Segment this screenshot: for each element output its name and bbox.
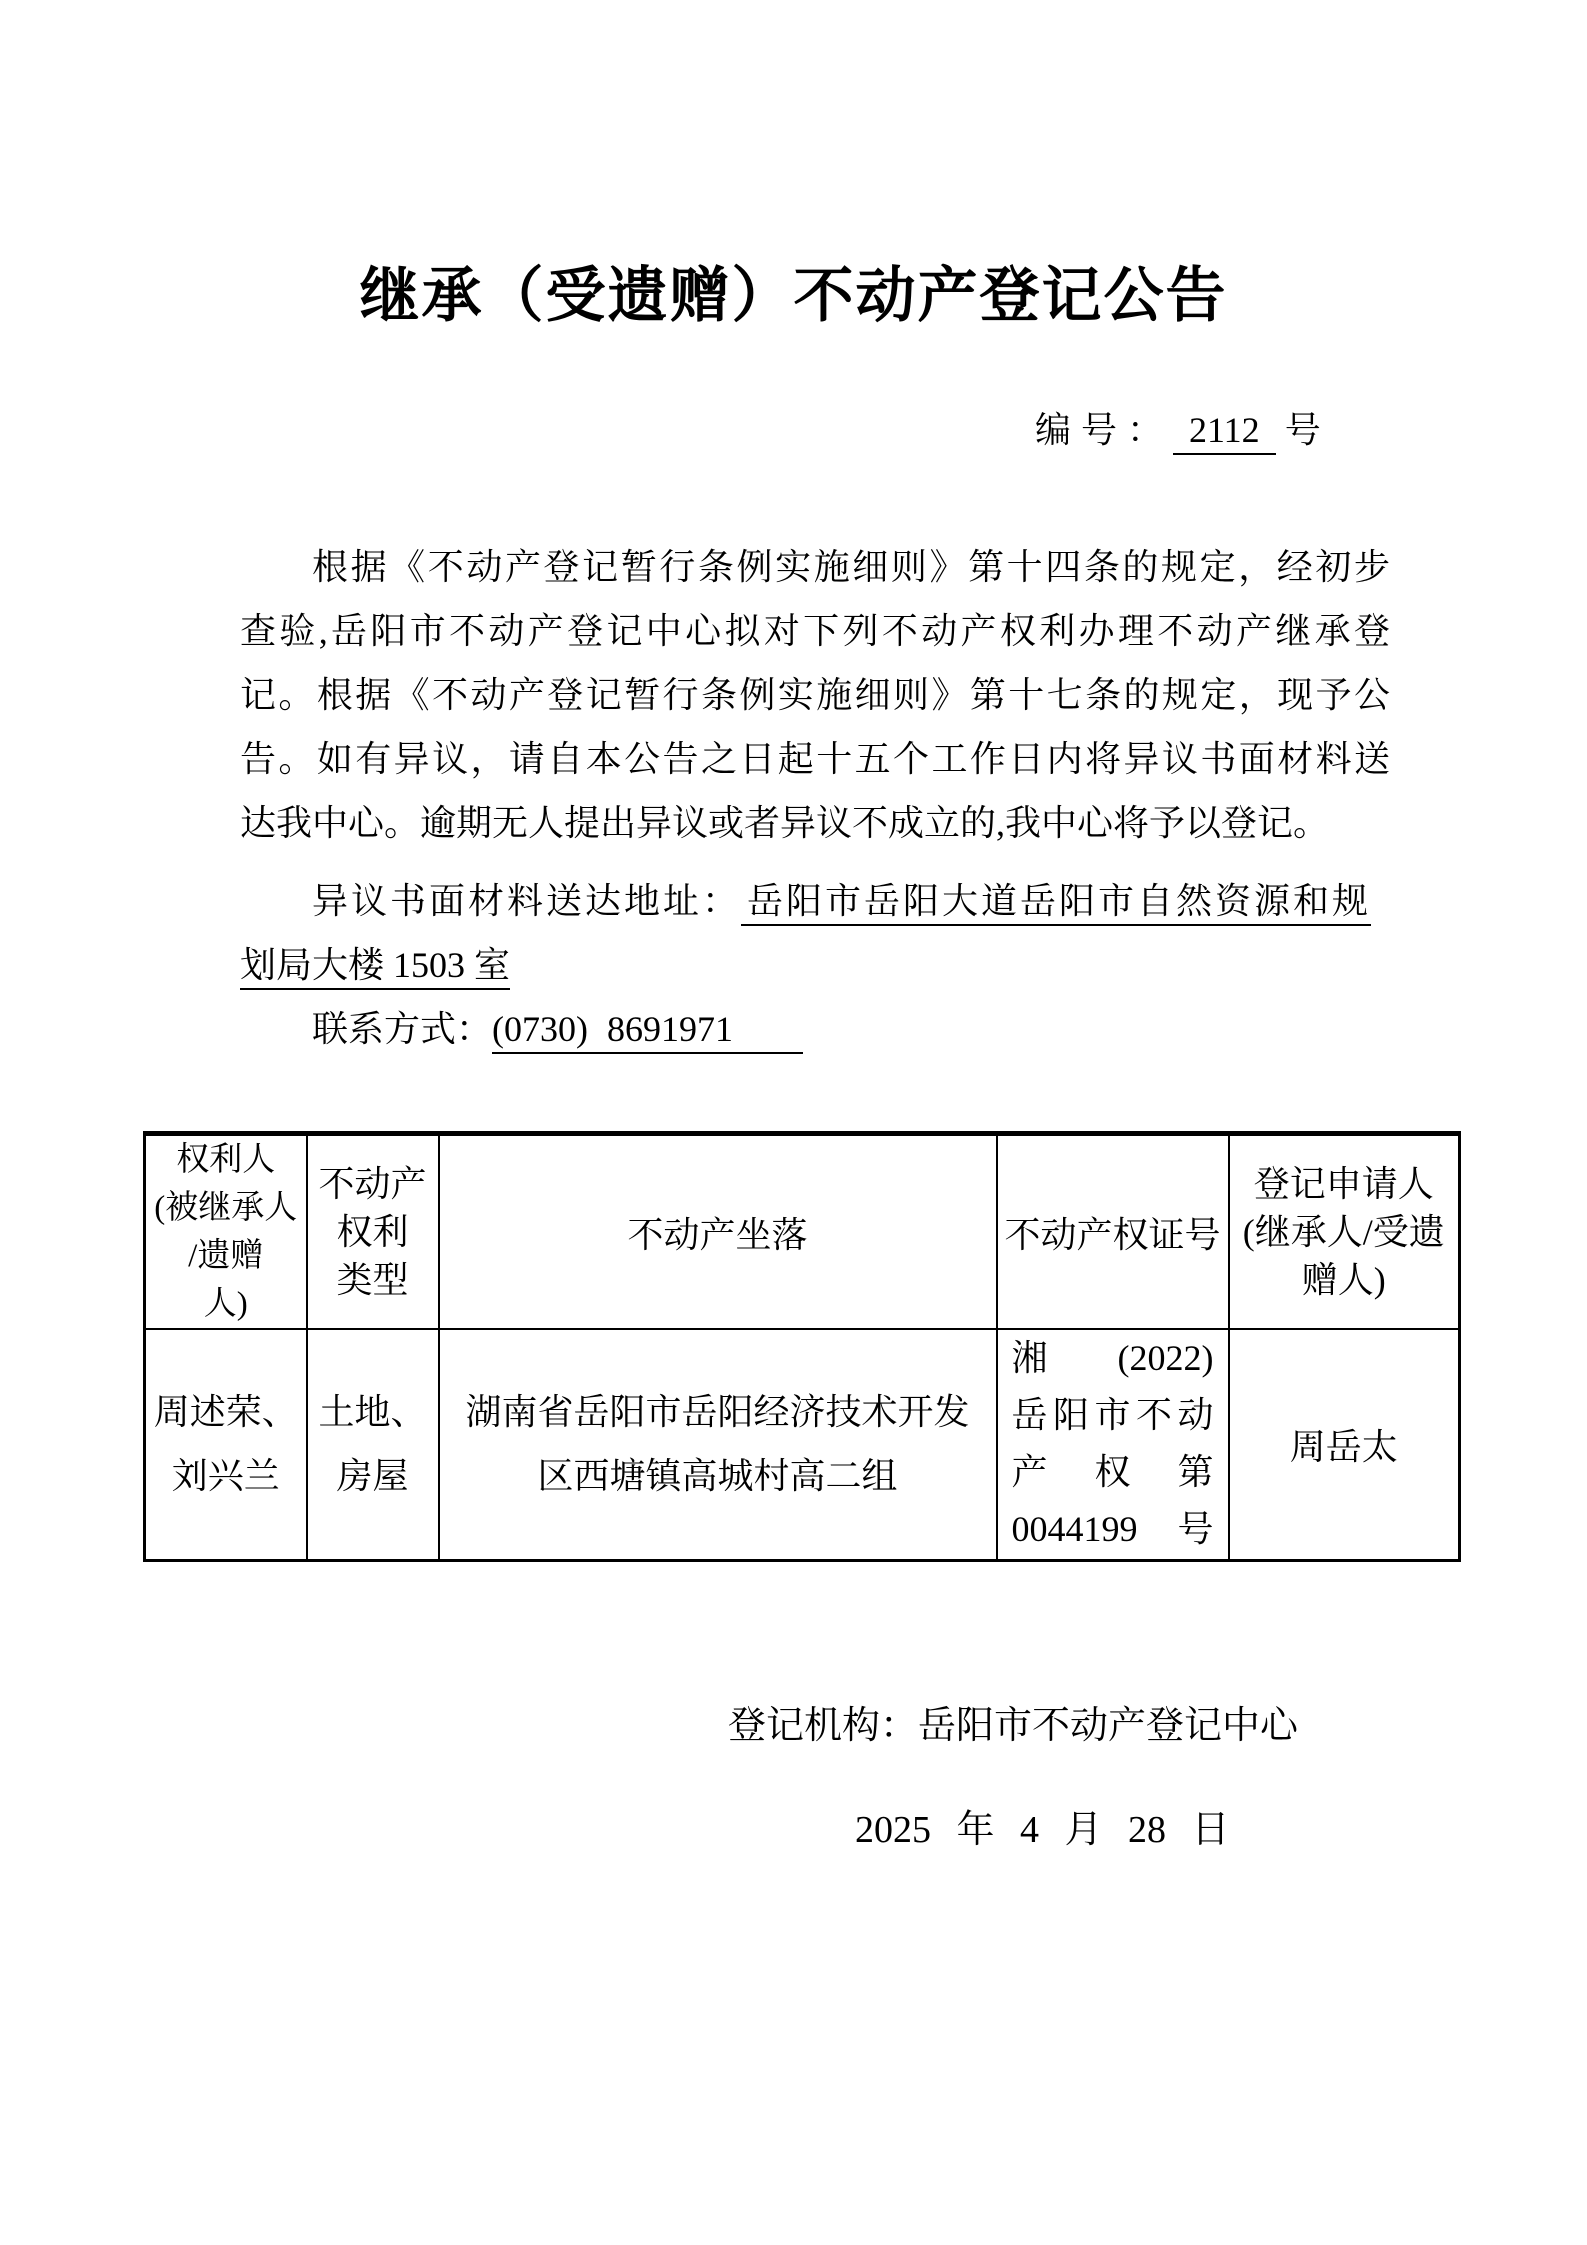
- cell-location: 湖南省岳阳市岳阳经济技术开发 区西塘镇高城村高二组: [439, 1329, 997, 1560]
- address-value-part2: 划局大楼 1503 室: [240, 945, 510, 990]
- address-line-2: [240, 933, 1390, 997]
- header-applicant: 登记申请人 (继承人/受遗 赠人): [1229, 1134, 1460, 1330]
- contact-value: (0730) 8691971: [492, 1009, 803, 1054]
- body-line-1: 根据《不动产登记暂行条例实施细则》第十四条的规定，经初步: [312, 547, 1390, 587]
- announcement-date: 2025 年 4 月 28 日: [855, 1809, 1230, 1851]
- table-header-row: [145, 1134, 1460, 1330]
- doc-number-label: 编号：: [1035, 410, 1174, 450]
- cell-owner: 周述荣、 刘兴兰: [145, 1329, 307, 1560]
- page-title: 继承（受遗赠）不动产登记公告: [359, 262, 1228, 329]
- cell-right-type: 土地、 房屋: [307, 1329, 439, 1560]
- contact-label: 联系方式：: [312, 1009, 493, 1049]
- address-label: 异议书面材料送达地址：: [312, 881, 742, 921]
- contact-line: [240, 997, 1390, 1061]
- body-line-3: 记。根据《不动产登记暂行条例实施细则》第十七条的规定，现予公: [240, 675, 1390, 715]
- table-data-row: [145, 1329, 1460, 1560]
- doc-number-suffix: 号: [1284, 410, 1321, 450]
- body-line-2: 查验,岳阳市不动产登记中心拟对下列不动产权利办理不动产继承登: [240, 611, 1390, 651]
- header-owner: 权利人 (被继承人 /遗赠 人): [145, 1134, 307, 1330]
- doc-number-value: 2112: [1173, 410, 1276, 455]
- cell-applicant: 周岳太: [1229, 1329, 1460, 1560]
- cell-cert-no: 湘 (2022) 岳阳市不动 产 权 第 0044199 号: [997, 1329, 1229, 1560]
- header-cert-no: 不动产权证号: [997, 1134, 1229, 1330]
- body-line-5: 达我中心。逾期无人提出异议或者异议不成立的,我中心将予以登记。: [240, 803, 1330, 843]
- address-line-1: [240, 869, 1390, 933]
- announcement-body: [240, 535, 1390, 1061]
- registration-table: [143, 1131, 1461, 1562]
- address-value-part1: 岳阳市岳阳大道岳阳市自然资源和规: [741, 881, 1371, 926]
- registration-authority-line: 登记机构：岳阳市不动产登记中心: [728, 1705, 1299, 1747]
- body-line-4: 告。如有异议，请自本公告之日起十五个工作日内将异议书面材料送: [240, 739, 1390, 779]
- header-location: 不动产坐落: [439, 1134, 997, 1330]
- header-right-type: 不动产 权利 类型: [307, 1134, 439, 1330]
- doc-number-line: [1035, 402, 1321, 453]
